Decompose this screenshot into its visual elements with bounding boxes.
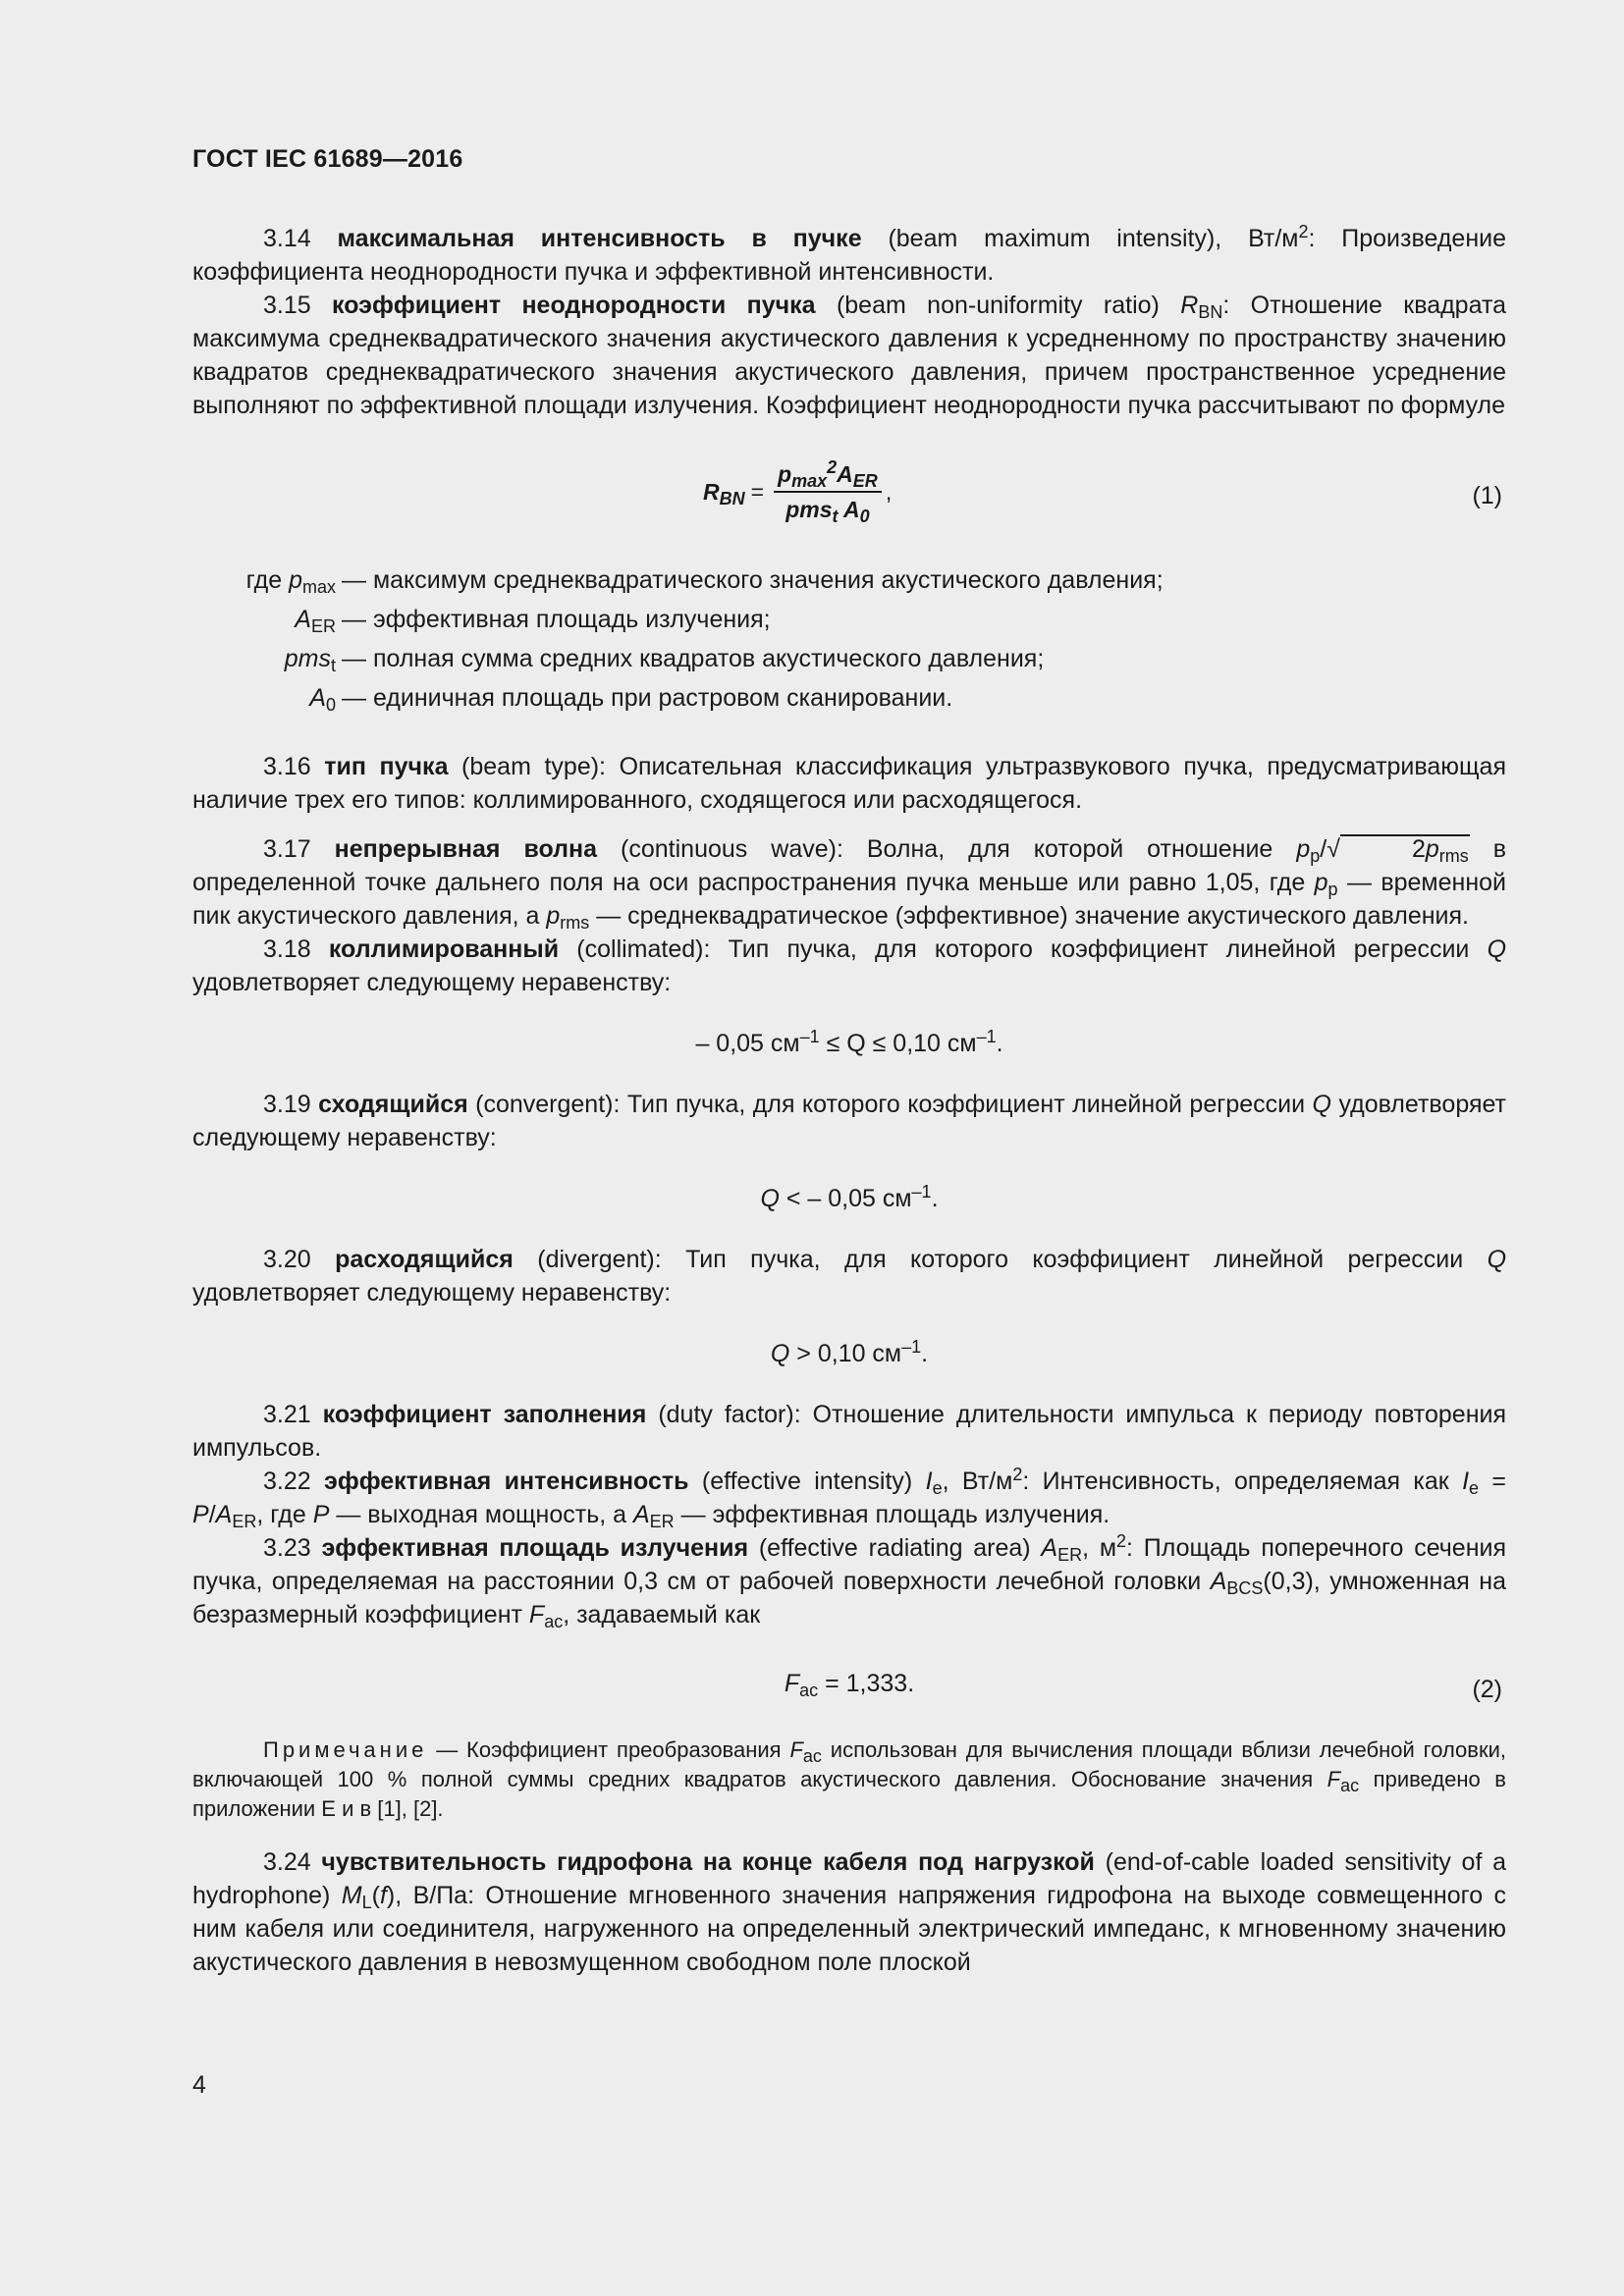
definition-text: — среднеквадратическое (эффективное) значение акустического давления. <box>596 902 1469 930</box>
note-label: Примечание <box>263 1737 428 1762</box>
subscript: ER <box>232 1512 257 1531</box>
formula-1 <box>192 452 1506 550</box>
where-item <box>192 563 1506 603</box>
term: расходящийся <box>335 1246 514 1273</box>
section-number: 3.22 <box>263 1468 311 1495</box>
subscript: e <box>1469 1478 1480 1498</box>
formula-symbol: F <box>789 1737 803 1762</box>
inequality-text: ≤ Q ≤ 0,10 см <box>826 1030 977 1057</box>
section-number: 3.19 <box>263 1091 311 1118</box>
subscript: e <box>932 1478 943 1498</box>
formula-comma: , <box>885 479 893 505</box>
where-description: — максимум среднеквадратического значения акустического давления; <box>342 566 1164 594</box>
formula-symbol: Q <box>1487 1246 1507 1273</box>
term: эффективная интенсивность <box>324 1468 689 1495</box>
subscript: max <box>791 471 828 491</box>
english-term: (beam maximum intensity), Вт/м <box>888 225 1299 252</box>
paren: ), <box>386 1882 403 1909</box>
definition-text: в определенной точке дальнего поля на оси распространения пучка меньше или равно 1,05, где <box>192 835 1507 896</box>
subscript: BN <box>1198 302 1223 322</box>
definition-text: : Произведение коэффициента неоднородности пучка и эффективной интенсивности. <box>192 225 1507 286</box>
term: сходящийся <box>318 1091 468 1118</box>
symbol: R <box>1180 292 1199 319</box>
note-text: — Коэффициент преобразования <box>436 1737 782 1762</box>
inequality-divergent <box>192 1337 1506 1370</box>
formula-symbol: F <box>784 1670 800 1697</box>
argument: (0,3), <box>1263 1568 1321 1595</box>
subscript: ac <box>1340 1776 1360 1795</box>
formula-symbol: p <box>289 566 302 594</box>
superscript: –1 <box>799 1027 820 1046</box>
section-number: 3.17 <box>263 835 311 863</box>
where-symbol <box>192 603 342 636</box>
section-number: 3.18 <box>263 935 311 963</box>
slash: / <box>208 1501 216 1528</box>
section-3-22 <box>192 1465 1506 1531</box>
formula-2-expression <box>784 1670 915 1700</box>
subscript: ER <box>310 616 336 636</box>
section-3-20 <box>192 1243 1506 1309</box>
formula-symbol: P <box>312 1501 330 1528</box>
formula-symbol: p <box>546 902 561 930</box>
subscript: 0 <box>859 507 870 526</box>
definition-text: (collimated): Тип пучка, для которого коэффициент линейной регрессии <box>576 935 1470 963</box>
english-term: (end-of-cable loaded sensitivity of a hydrophone) <box>192 1848 1507 1909</box>
formula-symbol: I <box>925 1468 933 1495</box>
formula-symbol: F <box>1326 1767 1341 1791</box>
document-header: ГОСТ IEC 61689—2016 <box>192 145 463 173</box>
superscript: 2 <box>827 457 838 477</box>
definition-text: В/Па: Отношение мгновенного значения напряжения гидрофона на выходе совмещенного с ним кабеля или соединителя, нагруженного на определенный электрический импеданс, к мгновенному значению акустического давления в невозмущенном свободном поле плоской <box>192 1882 1506 1976</box>
sqrt-body <box>1340 834 1470 866</box>
subscript: L <box>361 1893 372 1912</box>
inequality-end: . <box>921 1340 929 1367</box>
formula-symbol: A <box>837 461 853 487</box>
where-description: — эффективная площадь излучения; <box>342 606 771 633</box>
equals-sign: = <box>750 479 765 505</box>
subscript: rms <box>560 913 590 933</box>
formula-symbol: Q <box>760 1185 780 1212</box>
section-number: 3.24 <box>263 1848 311 1876</box>
subscript: ER <box>1057 1545 1083 1565</box>
subscript: p <box>1327 880 1338 899</box>
definition-text: (beam type): Описательная классификация ультразвукового пучка, предусматривающая наличие трех его типов: коллимированного, сходящегося или расходящегося. <box>192 753 1506 814</box>
english-term: (continuous wave): Волна, для которой отношение <box>621 835 1273 863</box>
slash: / <box>1320 835 1327 863</box>
definition-text: — временной пик акустического давления, а <box>192 869 1506 930</box>
definition-text: , где <box>256 1501 306 1528</box>
where-symbol <box>192 681 342 715</box>
term: коэффициент неоднородности пучка <box>332 292 816 319</box>
formula-symbol: A <box>215 1501 233 1528</box>
paren: ( <box>371 1882 380 1909</box>
formula-symbol: P <box>192 1501 209 1528</box>
inequality-text: > 0,10 см <box>796 1340 902 1367</box>
section-number: 3.15 <box>263 292 311 319</box>
formula-symbol: F <box>528 1601 545 1629</box>
formula-symbol: R <box>703 479 720 505</box>
note <box>192 1735 1506 1824</box>
inequality-end: . <box>931 1185 939 1212</box>
definition-text: : Отношение квадрата максимума среднеквадратического значения акустического давления к усредненному по пространству значению квадратов среднеквадратического значения акустического давления, причем пространственное усреднение выполняют по эффективной площади излучения. Коэффициент неоднородности пучка рассчитывают по формуле <box>192 292 1507 419</box>
formula-symbol: p <box>778 461 792 487</box>
subscript: t <box>832 507 839 526</box>
section-3-24 <box>192 1845 1506 1979</box>
note-text: приведено в приложении Е и в [1], [2]. <box>192 1767 1506 1821</box>
inequality-convergent <box>192 1182 1506 1215</box>
definition-text: — выходная мощность, а <box>336 1501 627 1528</box>
subscript: max <box>301 577 336 597</box>
term: непрерывная волна <box>334 835 598 863</box>
section-number: 3.23 <box>263 1534 311 1562</box>
subscript: 0 <box>325 695 336 715</box>
english-term: (effective intensity) <box>701 1468 913 1495</box>
page-number: 4 <box>192 2071 206 2099</box>
superscript: –1 <box>901 1337 922 1357</box>
formula-2 <box>192 1667 1506 1703</box>
unit: , Вт/м <box>942 1468 1013 1495</box>
term: максимальная интенсивность в пучке <box>337 225 862 252</box>
formula-symbol: A <box>309 684 326 712</box>
inequality-text: < – 0,05 см <box>785 1185 912 1212</box>
where-item <box>192 642 1506 681</box>
formula-symbol: A <box>295 606 311 633</box>
section-3-18 <box>192 933 1506 999</box>
where-symbol <box>192 563 342 597</box>
section-number: 3.21 <box>263 1401 311 1428</box>
section-3-19 <box>192 1088 1506 1154</box>
superscript: 2 <box>1298 222 1309 241</box>
superscript: 2 <box>1116 1531 1127 1551</box>
where-description: — единичная площадь при растровом сканировании. <box>342 684 953 712</box>
definition-text: : Интенсивность, определяемая как <box>1022 1468 1449 1495</box>
subscript: p <box>1310 846 1321 866</box>
fraction <box>774 459 882 524</box>
formula-symbol: f <box>379 1882 387 1909</box>
equation-number: (1) <box>1472 482 1502 509</box>
term: эффективная площадь излучения <box>321 1534 749 1562</box>
definition-text: (divergent): Тип пучка, для которого коэффициент линейной регрессии <box>537 1246 1464 1273</box>
term: тип пучка <box>324 753 449 780</box>
subscript: t <box>330 656 336 675</box>
subscript: ac <box>544 1612 564 1631</box>
where-prefix: где <box>245 566 283 594</box>
formula-symbol: A <box>1210 1568 1227 1595</box>
section-3-16 <box>192 750 1506 817</box>
section-3-17: 3.17 непрерывная волна (continuous wave): Волна, для которой отношение $p_p/√$ $2p_{rms}$ в определенной точке дальнего поля на оси распространения пучка меньше или равно 1,05, где $p_p$ — временной пик акустического давления, а $p_{rms}$ — среднеквадратическое (эффективное) значение акустического давления. <box>192 835 1507 933</box>
formula-symbol: I <box>1462 1468 1470 1495</box>
section-3-21 <box>192 1398 1506 1465</box>
superscript: –1 <box>911 1182 932 1201</box>
formula-symbol: p <box>1314 869 1328 896</box>
note-text: использован для вычисления площади вблизи лечебной головки, включающей 100 % полной суммы средних квадратов акустического давления. Обоснование значения <box>192 1737 1506 1791</box>
formula-rhs: = 1,333. <box>825 1670 915 1697</box>
superscript: –1 <box>976 1027 997 1046</box>
formula-symbol: M <box>341 1882 362 1909</box>
where-list <box>192 563 1506 721</box>
section-number: 3.20 <box>263 1246 311 1273</box>
inequality-end: . <box>996 1030 1003 1057</box>
subscript: ER <box>852 471 878 491</box>
definition-text: удовлетворяет следующему неравенству: <box>192 1279 672 1307</box>
formula-symbol: Q <box>1487 935 1507 963</box>
definition-text: : Площадь поперечного сечения пучка, определяемая на расстоянии 0,3 см от рабочей поверхности лечебной головки <box>192 1534 1507 1595</box>
definition-text: удовлетворяет следующему неравенству: <box>192 969 672 996</box>
formula-symbol: A <box>1041 1534 1058 1562</box>
formula-symbol: A <box>632 1501 650 1528</box>
section-3-14 <box>192 222 1506 289</box>
sqrt-number: 2 <box>1411 835 1426 863</box>
section-3-15 <box>192 289 1506 422</box>
fraction-numerator <box>774 459 882 493</box>
inequality-text: – 0,05 см <box>695 1030 800 1057</box>
formula-symbol: p <box>1296 835 1311 863</box>
formula-symbol: pms <box>284 645 331 672</box>
formula-symbol: Q <box>770 1340 790 1367</box>
formula-symbol: A <box>843 497 860 522</box>
formula-1-expression <box>703 459 892 524</box>
term: чувствительность гидрофона на конце кабеля под нагрузкой <box>321 1848 1095 1876</box>
section-number: 3.16 <box>263 753 311 780</box>
formula-symbol: pms <box>785 497 833 522</box>
definition-text: умноженная на безразмерный коэффициент <box>192 1568 1506 1629</box>
where-item <box>192 603 1506 642</box>
subscript: ER <box>649 1512 675 1531</box>
where-item <box>192 681 1506 721</box>
where-description: — полная сумма средних квадратов акустического давления; <box>342 645 1045 672</box>
definition-text: (duty factor): Отношение длительности импульса к периоду повторения импульсов. <box>192 1401 1506 1462</box>
document-body <box>192 222 1506 1979</box>
english-term: (effective radiating area) <box>758 1534 1031 1562</box>
formula-symbol: Q <box>1312 1091 1331 1118</box>
formula-symbol: p <box>1425 835 1439 863</box>
term: коэффициент заполнения <box>322 1401 647 1428</box>
subscript: ac <box>799 1681 819 1700</box>
where-symbol <box>192 642 342 675</box>
term: коллимированный <box>328 935 560 963</box>
subscript: BCS <box>1226 1578 1264 1598</box>
unit: , м <box>1082 1534 1117 1562</box>
section-3-23 <box>192 1531 1506 1631</box>
section-number: 3.14 <box>263 225 311 252</box>
equation-number: (2) <box>1472 1676 1502 1703</box>
fraction-denominator <box>785 493 869 524</box>
superscript: 2 <box>1012 1465 1023 1484</box>
subscript: ac <box>802 1746 822 1766</box>
definition-text: — эффективная площадь излучения. <box>680 1501 1110 1528</box>
subscript: BN <box>719 489 745 508</box>
english-term: (beam non-uniformity ratio) <box>836 292 1160 319</box>
definition-text: , задаваемый как <box>563 1601 761 1629</box>
equals-sign: = <box>1491 1468 1507 1495</box>
inequality-collimated <box>192 1027 1506 1060</box>
subscript: rms <box>1438 846 1469 866</box>
definition-text: удовлетворяет следующему неравенству: <box>192 1091 1507 1151</box>
definition-text: (convergent): Тип пучка, для которого коэффициент линейной регрессии <box>475 1091 1306 1118</box>
